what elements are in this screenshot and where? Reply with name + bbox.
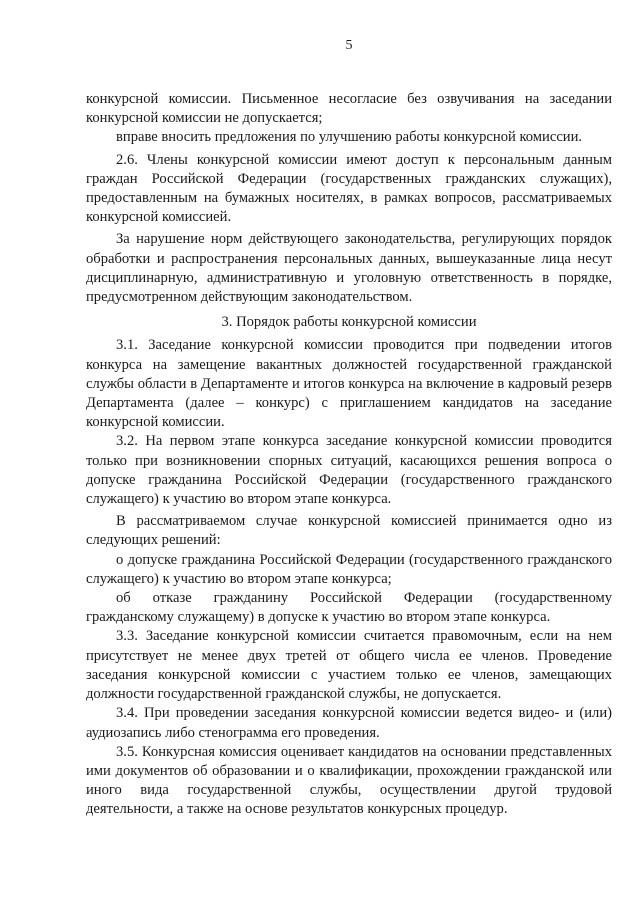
- page-number: 5: [345, 38, 353, 53]
- paragraph-3-1: 3.1. Заседание конкурсной комиссии проводится при подведении итогов конкурса на замещение вакантных должностей государственной гражданской службы области в Департаменте и итогов конкурса на включение в кадровый резерв Департамента (далее – конкурс) с приглашением кандидатов на заседание конкурсной комиссии.: [86, 337, 612, 431]
- paragraph-right-to-propose: вправе вносить предложения по улучшению работы конкурсной комиссии.: [116, 129, 583, 146]
- paragraph-3-5: 3.5. Конкурсная комиссия оценивает кандидатов на основании представленных ими документов об образовании и о квалификации, прохождении гражданской или иного вида государственной службы, осуществлении другой трудовой деятельности, а также на основе результатов конкурсных процедур.: [86, 743, 612, 818]
- paragraph-2-6: 2.6. Члены конкурсной комиссии имеют доступ к персональным данным граждан Российской Федерации (государственных гражданских служащих), предоставленным на бумажных носителях, в рамках вопросов, рассматриваемых конкурсной комиссией.: [86, 151, 612, 226]
- paragraph-3-2: 3.2. На первом этапе конкурса заседание конкурсной комиссии проводится только при возникновении спорных ситуаций, касающихся решения вопроса о допуске гражданина Российской Федерации (государственного гражданского служащего) к участию во втором этапе конкурса.: [86, 433, 612, 508]
- document-body: [86, 90, 612, 820]
- paragraph-liability: За нарушение норм действующего законодательства, регулирующих порядок обработки и распространения персональных данных, вышеуказанные лица несут дисциплинарную, административную и уголовную ответственность в порядке, предусмотренном действующим законодательством.: [86, 231, 612, 306]
- document-page: [86, 0, 612, 905]
- paragraph-continuation: конкурсной комиссии. Письменное несогласие без озвучивания на заседании конкурсной комиссии не допускается;: [86, 91, 612, 127]
- paragraph-decisions-intro: В рассматриваемом случае конкурсной комиссией принимается одно из следующих решений:: [86, 513, 612, 549]
- paragraph-decision-admit: о допуске гражданина Российской Федерации (государственного гражданского служащего) к участию во втором этапе конкурса;: [86, 551, 612, 587]
- paragraph-3-3: 3.3. Заседание конкурсной комиссии считается правомочным, если на нем присутствует не менее двух третей от общего числа ее членов. Проведение заседания конкурсной комиссии с участием только ее членов, замещающих должности государственной гражданской службы, не допускается.: [86, 628, 612, 703]
- section-heading-3: 3. Порядок работы конкурсной комиссии: [221, 314, 477, 331]
- paragraph-decision-refuse: об отказе гражданину Российской Федерации (государственному гражданскому служащему) в допуске к участию во втором этапе конкурса.: [86, 590, 612, 626]
- paragraph-3-4: 3.4. При проведении заседания конкурсной комиссии ведется видео- и (или) аудиозапись либо стенограмма его проведения.: [86, 705, 612, 741]
